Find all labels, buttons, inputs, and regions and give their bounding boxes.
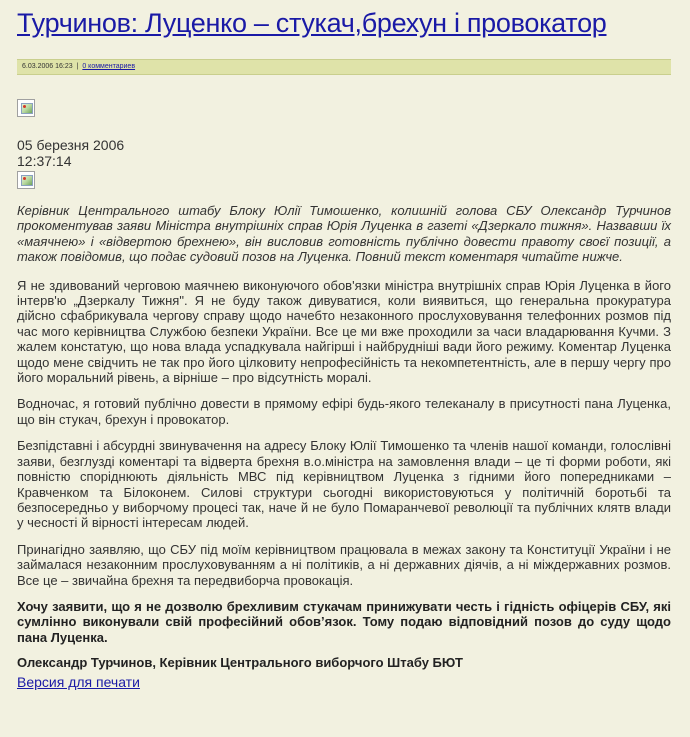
broken-image-icon	[17, 99, 35, 117]
article-statement: Хочу заявити, що я не дозволю брехливим стукачам принижувати честь і гідність офіцерів СБУ, які сумлінно виконували свій професійний обов’язок. Тому подаю відповідний позов до суду щодо пана Луценка.	[17, 598, 671, 645]
article-title[interactable]: Турчинов: Луценко – стукач,брехун і провокатор	[17, 8, 607, 38]
print-version-link[interactable]: Версия для печати	[17, 673, 140, 690]
article-lead: Керівник Центрального штабу Блоку Юлії Тимошенко, колишній голова СБУ Олександр Турчинов прокоментував заяви Міністра внутрішніх справ Юрія Луценка в газеті «Дзеркало тижня». Назвавши їх «маячнею» і «відвертою брехнею», він висловив готовність публічно довести правоту своєї позиції, а також повідомив, що подає судовий позов на Луценка. Повний текст коментаря читайте нижче.	[17, 203, 671, 265]
comments-link[interactable]: 0 комментариев	[82, 63, 136, 70]
meta-separator: |	[76, 63, 79, 70]
article-body	[17, 203, 671, 690]
article-meta-bar	[17, 59, 671, 75]
article-paragraph: Водночас, я готовий публічно довести в прямому ефірі будь-якого телеканалу в присутності пана Луценка, що він стукач, брехун і провокатор.	[17, 396, 671, 427]
meta-date: 6.03.2006 16:23	[22, 63, 73, 70]
article-time: 12:37:14	[17, 153, 72, 169]
broken-image-icon	[17, 171, 35, 189]
article-paragraph: Принагідно заявляю, що СБУ під моїм керівництвом працювала в межах закону та Конституції України і не займалася незаконним прослуховуванням а ні політиків, а ні державних діячів, а ні міждержавних розмов. Все це – звичайна брехня та передвиборча провокація.	[17, 541, 671, 588]
article-signature: Олександр Турчинов, Керівник Центрального виборчого Штабу БЮТ	[17, 655, 463, 671]
article-date: 05 березня 2006	[17, 137, 125, 153]
article-paragraph: Я не здивований черговою маячнею виконуючого обов'язки міністра внутрішніх справ Юрія Луценка в його інтерв'ю „Дзеркалу Тижня". Я не буду також дивуватися, коли виявиться, що генеральна прокуратура дійсно сфабрикувала чергову справу щодо начебто незаконного прослуховування телефонних розмов під час мого керівництва Службою безпеки України. Все це ми вже проходили за часи владарювання Кучми. З жалем констатую, що нова влада успадкувала найгірші і найбрудніші вади його режиму. Коментар Луценка щодо мене свідчить не так про його цілковиту непрофесійність та некомпетентність, але в першу чергу про його моральний рівень, а вірніше – про відсутність моралі.	[17, 277, 671, 386]
article-paragraph: Безпідставні і абсурдні звинувачення на адресу Блоку Юлії Тимошенко та членів нашої команди, голослівні заяви, безглузді коментарі та відверта брехня в.о.міністра на замовлення влади – це ті форми роботи, які повністю споріднюють діяльність МВС під керівництвом Луценка з гідними його попередниками – Кравченком та Білоконем. Силові структури сьогодні використовуються у політичній боротьбі та безпосередньо у виборчому процесі так, наче й не було Помаранчевої революції та публічних клятв влади у чесності й вірності інтересам людей.	[17, 438, 671, 531]
